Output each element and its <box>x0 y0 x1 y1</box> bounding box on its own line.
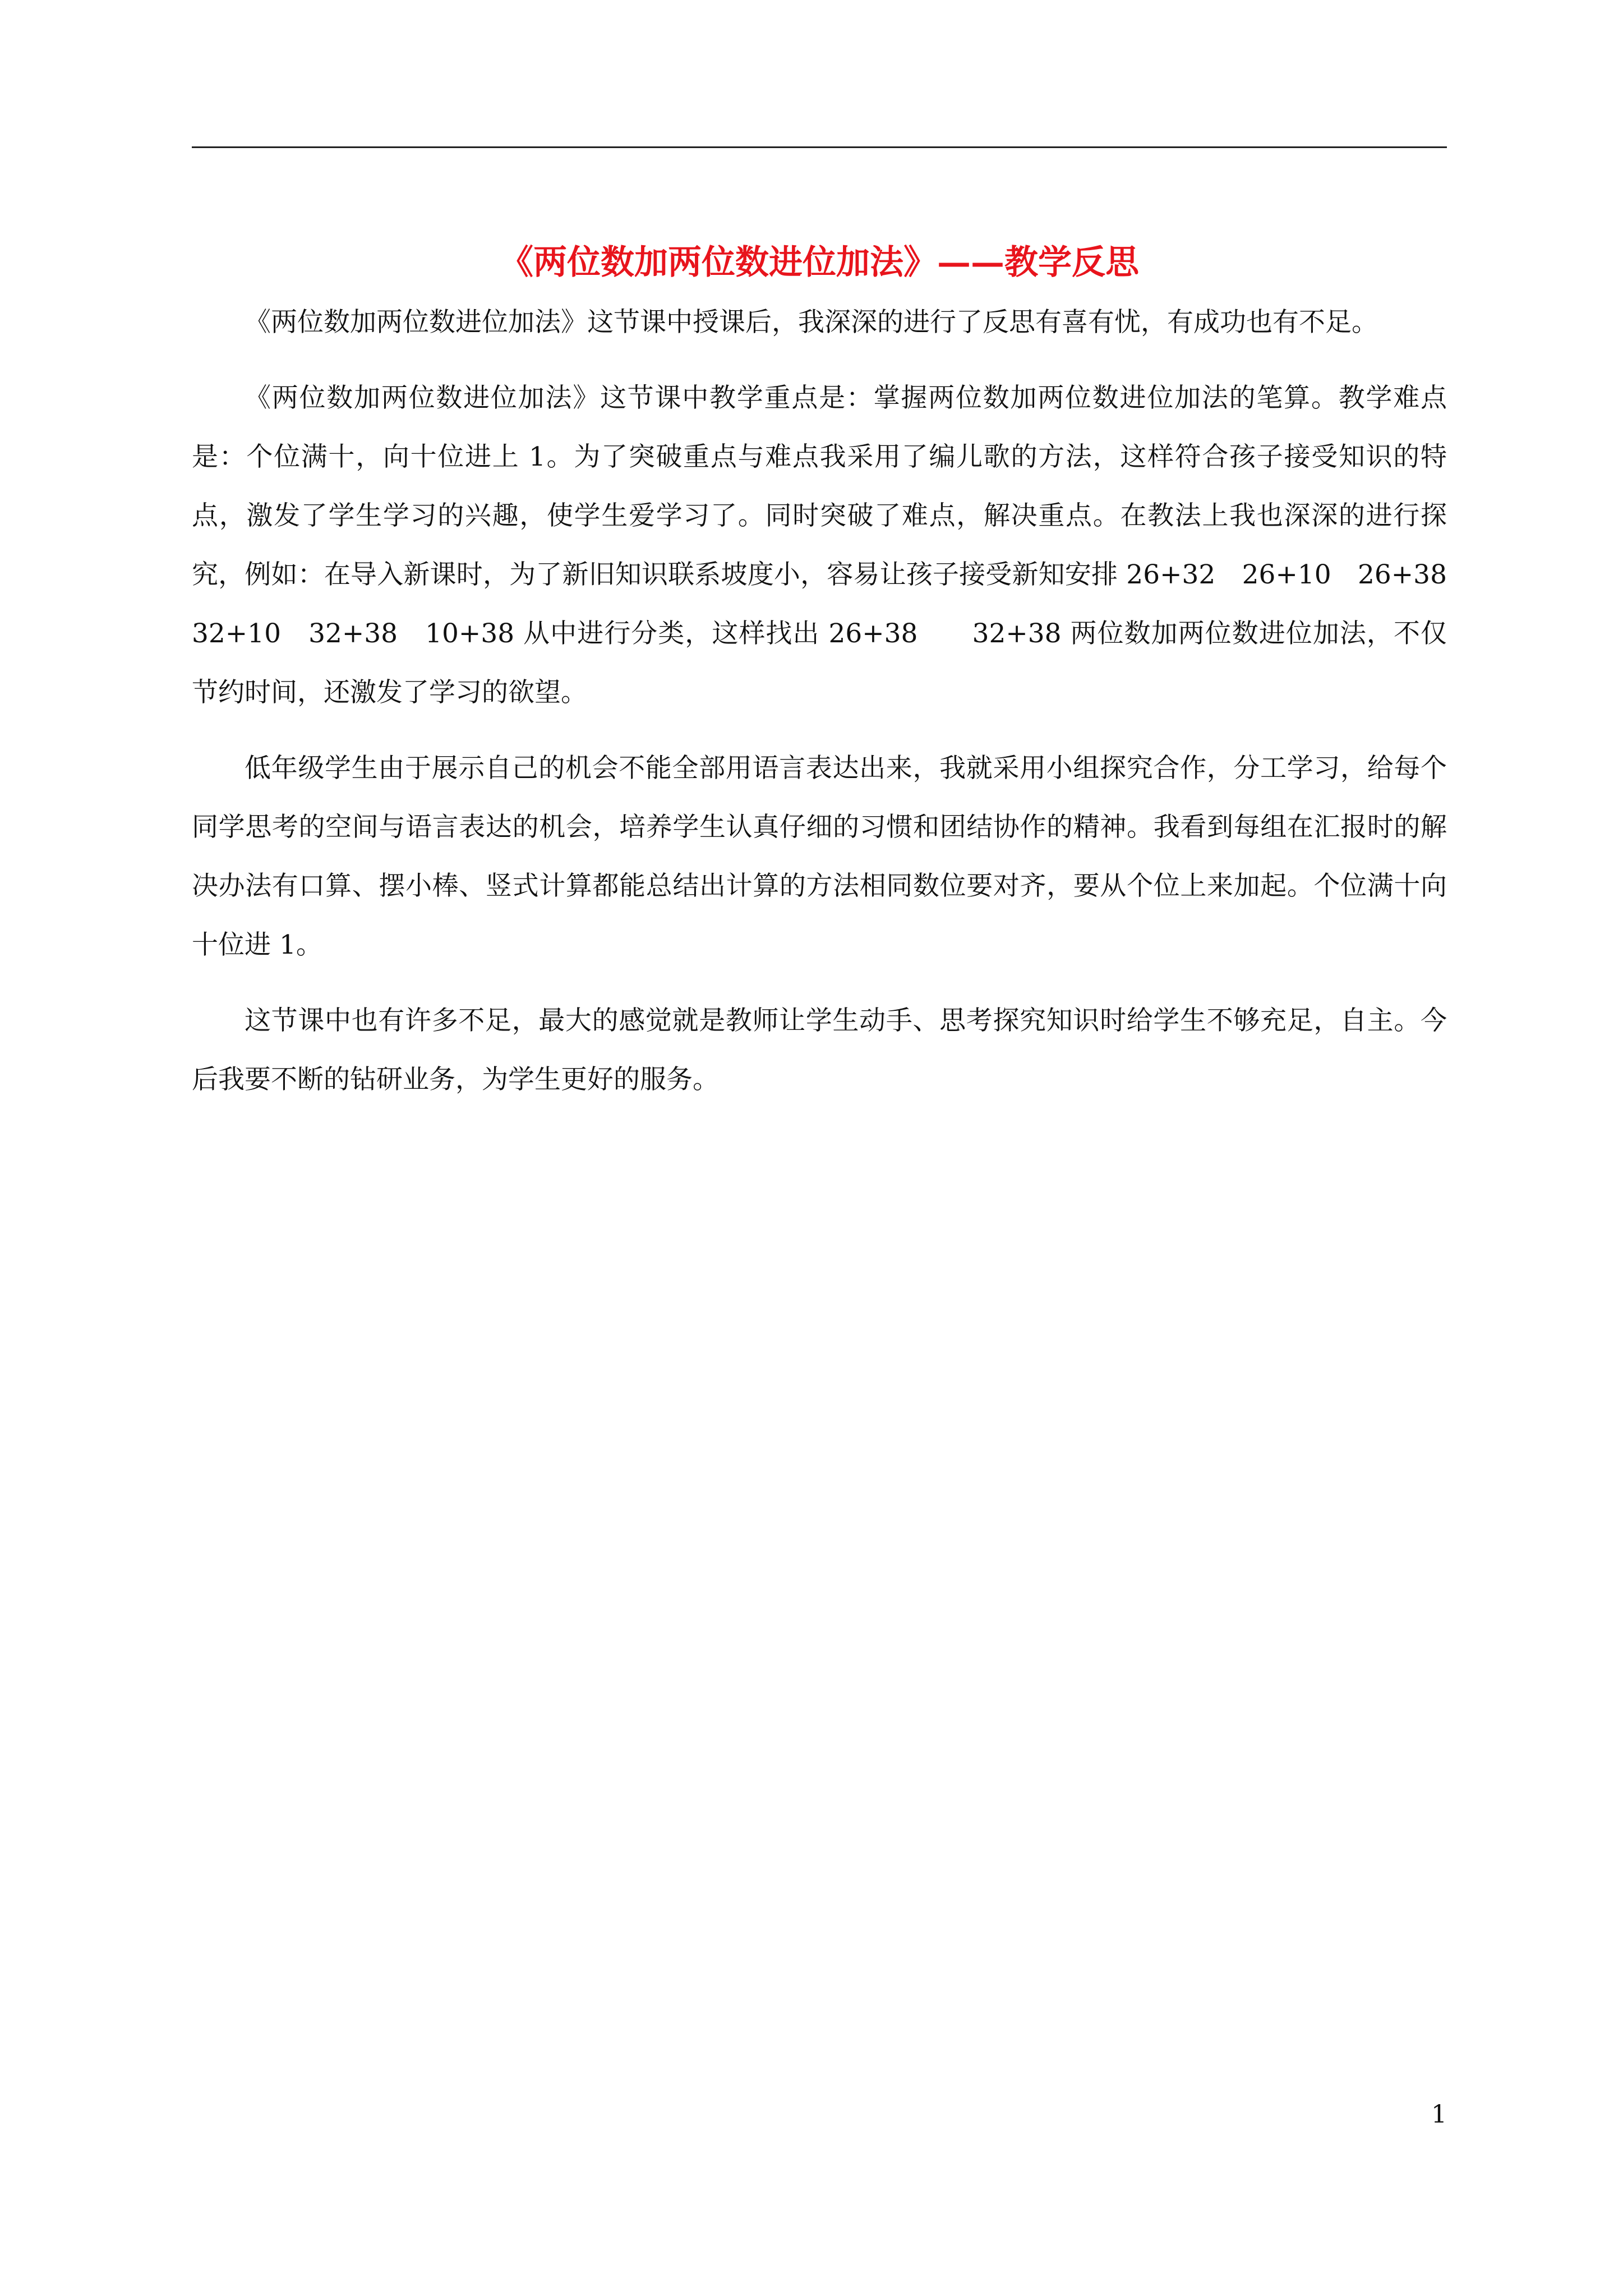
paragraph-3: 低年级学生由于展示自己的机会不能全部用语言表达出来，我就采用小组探究合作，分工学习，给每个同学思考的空间与语言表达的机会，培养学生认真仔细的习惯和团结协作的精神。我看到每组在汇报时的解决办法有口算、摆小棒、竖式计算都能总结出计算的方法相同数位要对齐，要从个位上来加起。个位满十向十位进 1。 <box>192 753 1447 960</box>
document-body <box>192 293 1473 1126</box>
paragraph-1: 《两位数加两位数进位加法》这节课中授课后，我深深的进行了反思有喜有忧，有成功也有不足。 <box>245 307 1378 338</box>
paragraph-2: 《两位数加两位数进位加法》这节课中教学重点是：掌握两位数加两位数进位加法的笔算。教学难点是：个位满十，向十位进上 1。为了突破重点与难点我采用了编儿歌的方法，这样符合孩子接受知识的特点，激发了学生学习的兴趣，使学生爱学习了。同时突破了难点，解决重点。在教法上我也深深的进行探究，例如：在导入新课时，为了新旧知识联系坡度小，容易让孩子接受新知安排 26+32 26+10 26+38 32+10 32+38 10+38 从中进行分类，这样找出 26+38 32+38 两位数加两位数进位加法，不仅节约时间，还激发了学习的欲望。 <box>192 383 1473 708</box>
header-rule <box>192 146 1447 148</box>
page-number: 1 <box>1431 2100 1447 2129</box>
document-title: 《两位数加两位数进位加法》——教学反思 <box>500 243 1139 283</box>
paragraph-4: 这节课中也有许多不足，最大的感觉就是教师让学生动手、思考探究知识时给学生不够充足，自主。今后我要不断的钻研业务，为学生更好的服务。 <box>192 1005 1447 1095</box>
